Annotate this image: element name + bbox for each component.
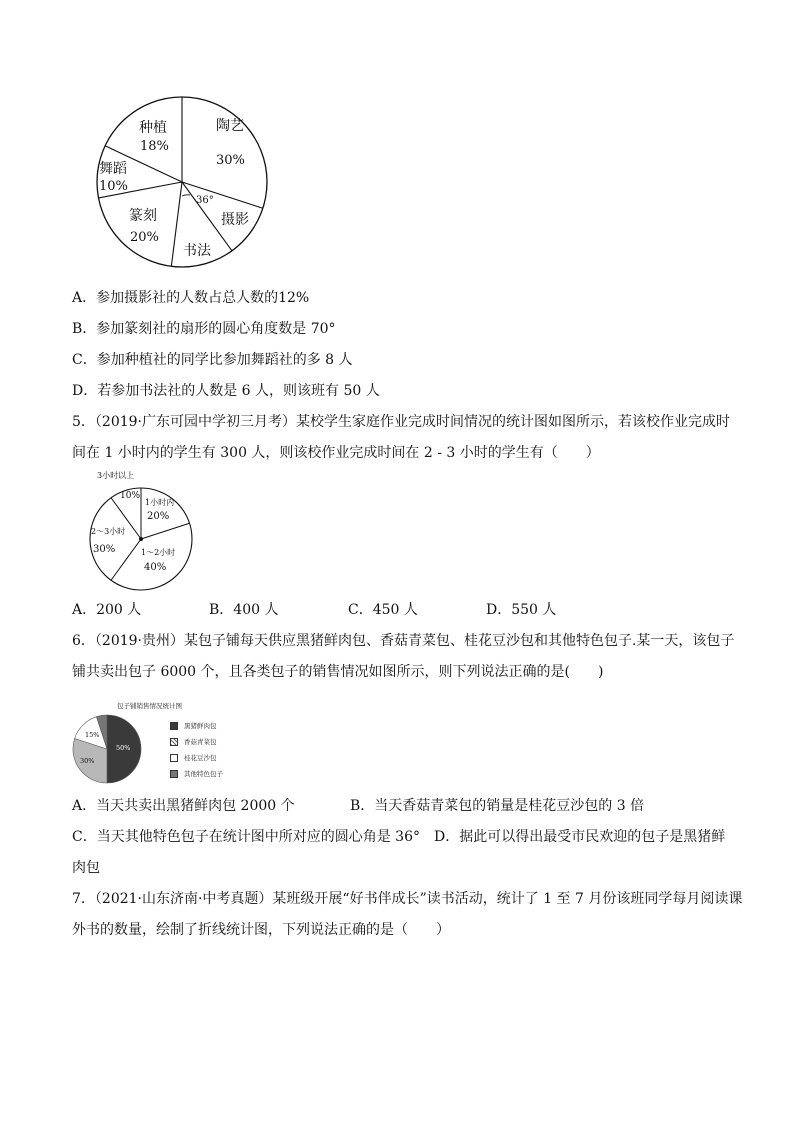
slice-label-dance: 舞蹈 (99, 161, 127, 177)
legend-label-mushroom: 香菇青菜包 (184, 738, 217, 746)
q4-option-c: C．参加种植社的同学比参加舞蹈社的多 8 人 (72, 352, 353, 368)
q6-option-c: C．当天其他特色包子在统计图中所对应的圆心角是 36° (72, 829, 420, 845)
value-over-3h: 10% (120, 491, 141, 501)
bun-value-mushroom: 30% (80, 757, 95, 765)
q7-stem-line1: 7．（2021·山东济南·中考真题）某班级开展“好书伴成长”读书活动，统计了 1 至 7 月份该班同学每月阅读课 (72, 891, 743, 907)
slice-value-dance: 10% (99, 179, 128, 194)
label-2-3h: 2～3小时 (91, 527, 126, 536)
legend-item-bean (170, 753, 217, 762)
angle-label: 36° (196, 195, 214, 206)
label-1-2h: 1～2小时 (141, 548, 176, 557)
q4-option-a: A．参加摄影社的人数占总人数的12% (72, 290, 310, 306)
homework-pie-chart (86, 463, 196, 595)
q5-stem-line2: 间在 1 小时内的学生有 300 人，则该校作业完成时间在 2 - 3 小时的学生有（ ） (72, 445, 600, 461)
legend-swatch-mushroom (170, 738, 178, 746)
bun-value-pork: 50% (116, 744, 131, 752)
q6-stem-line1: 6．（2019·贵州）某包子铺每天供应黑猪鲜肉包、香菇青菜包、桂花豆沙包和其他特色包子.某一天，该包子 (72, 633, 735, 649)
bun-value-bean: 15% (85, 731, 100, 739)
q6-option-d: D．据此可以得出最受市民欢迎的包子是黑猪鲜 (434, 829, 726, 845)
value-2-3h: 30% (93, 544, 116, 555)
legend-label-pork: 黑猪鲜肉包 (184, 722, 217, 730)
value-within-1h: 20% (147, 511, 170, 522)
q4-option-b: B．参加篆刻社的扇形的圆心角度数是 70° (72, 321, 336, 337)
q5-option-b: B．400 人 (209, 602, 279, 618)
angle-arc (182, 195, 190, 196)
slice-label-photography: 摄影 (221, 212, 249, 228)
pie-center-dot (139, 537, 143, 541)
legend-label-other: 其他特色包子 (184, 770, 223, 778)
value-1-2h: 40% (144, 562, 167, 573)
club-slice-boundary-1 (182, 182, 263, 208)
q6-stem-line2: 铺共卖出包子 6000 个，且各类包子的销售情况如图所示，则下列说法正确的是( ) (72, 664, 604, 680)
legend-swatch-pork (170, 722, 178, 730)
legend-item-pork (170, 721, 217, 730)
homework-slice-boundary-2 (111, 539, 141, 580)
q5-option-d: D．550 人 (486, 602, 557, 618)
club-pie-chart (90, 96, 280, 272)
label-within-1h: 1小时内 (145, 498, 175, 507)
q6-option-d-cont: 肉包 (72, 860, 100, 876)
bun-pie-chart (70, 712, 144, 786)
q6-option-b: B．当天香菇青菜包的销量是桂花豆沙包的 3 倍 (350, 798, 645, 814)
legend-swatch-other (170, 770, 178, 778)
slice-label-planting: 种植 (139, 120, 167, 136)
q5-option-a: A．200 人 (72, 602, 142, 618)
q5-stem-line1: 5．（2019·广东可园中学初三月考）某校学生家庭作业完成时间情况的统计图如图所示，若该校作业完成时 (72, 414, 730, 430)
slice-value-pottery: 30% (216, 153, 245, 168)
slice-label-seal: 篆刻 (129, 208, 157, 224)
homework-slice-boundary-1 (141, 523, 190, 539)
q5-option-c: C．450 人 (348, 602, 418, 618)
legend-item-other (170, 769, 223, 778)
slice-value-planting: 18% (140, 139, 169, 154)
legend-item-mushroom (170, 737, 217, 746)
label-over-3h: 3小时以上 (97, 471, 135, 480)
slice-label-pottery: 陶艺 (216, 118, 244, 134)
legend-label-bean: 桂花豆沙包 (184, 754, 217, 762)
q7-stem-line2: 外书的数量，绘制了折线统计图，下列说法正确的是（ ） (72, 922, 450, 938)
legend-swatch-bean (170, 754, 178, 762)
q4-option-d: D．若参加书法社的人数是 6 人，则该班有 50 人 (72, 383, 380, 399)
bun-chart-title: 包子铺销售情况统计图 (117, 702, 182, 710)
slice-label-calligraphy: 书法 (183, 243, 211, 259)
slice-value-seal: 20% (130, 230, 159, 245)
q6-option-a: A．当天共卖出黑猪鲜肉包 2000 个 (72, 798, 295, 814)
bun-legend (170, 721, 290, 783)
club-slice-boundary-3 (171, 182, 182, 266)
